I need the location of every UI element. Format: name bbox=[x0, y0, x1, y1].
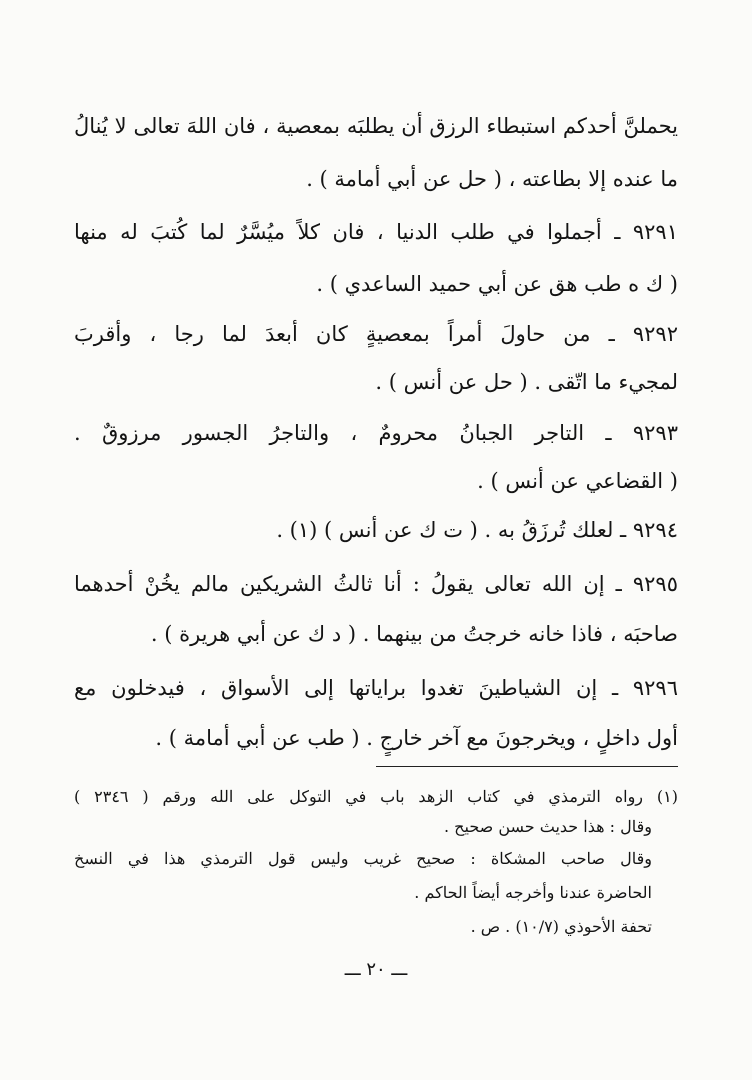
hadith-9292-line-2: لمجيء ما اتّقى . ( حل عن أنس ) . bbox=[375, 370, 678, 394]
hadith-9291-line-2: ( ك ه طب هق عن أبي حميد الساعدي ) . bbox=[316, 272, 678, 296]
footnote-line-2: وقال : هذا حديث حسن صحيح . bbox=[443, 817, 652, 836]
footnote-line-3: وقال صاحب المشكاة : صحيح غريب وليس قول الترمذي هذا في النسخ bbox=[74, 849, 652, 868]
footnote-line-1: (١) رواه الترمذي في كتاب الزهد باب في التوكل على الله ورقم ( ٢٣٤٦ ) bbox=[74, 787, 678, 806]
hadith-9295-line-1: ٩٢٩٥ ـ إن الله تعالى يقولُ : أنا ثالثُ الشريكين مالم يخُنْ أحدهما bbox=[74, 572, 678, 596]
body-line-1: يحملنَّ أحدكم استبطاء الرزق أن يطلبَه بمعصية ، فان اللهَ تعالى لا يُنالُ bbox=[74, 114, 678, 138]
hadith-9291-line-1: ٩٢٩١ ـ أجملوا في طلب الدنيا ، فان كلاً ميُسَّرٌ لما كُتبَ له منها bbox=[74, 220, 678, 244]
hadith-9293-line-1: ٩٢٩٣ ـ التاجر الجبانُ محرومٌ ، والتاجرُ الجسور مرزوقٌ . bbox=[74, 421, 678, 445]
body-line-2: ما عنده إلا بطاعته ، ( حل عن أبي أمامة ) . bbox=[306, 167, 678, 191]
footnote-separator bbox=[376, 766, 678, 767]
hadith-9296-line-2: أول داخلٍ ، ويخرجونَ مع آخر خارجٍ . ( طب عن أبي أمامة ) . bbox=[155, 726, 678, 750]
footnote-line-4: الحاضرة عندنا وأخرجه أيضاً الحاكم . bbox=[414, 883, 652, 902]
footnote-line-5: تحفة الأحوذي (١٠/٧) . ص . bbox=[470, 917, 652, 936]
hadith-9295-line-2: صاحبَه ، فاذا خانه خرجتُ من بينهما . ( د ك عن أبي هريرة ) . bbox=[150, 622, 678, 646]
hadith-9294-line-1: ٩٢٩٤ ـ لعلك تُرزَقُ به . ( ت ك عن أنس ) (١) . bbox=[276, 518, 678, 542]
hadith-9296-line-1: ٩٢٩٦ ـ إن الشياطينَ تغدوا براياتها إلى الأسواق ، فيدخلون مع bbox=[74, 676, 678, 700]
hadith-9292-line-1: ٩٢٩٢ ـ من حاولَ أمراً بمعصيةٍ كان أبعدَ لما رجا ، وأقربَ bbox=[74, 322, 678, 346]
hadith-9293-line-2: ( القضاعي عن أنس ) . bbox=[477, 469, 678, 493]
page-number: ـــ ٢٠ ـــ bbox=[344, 959, 408, 980]
